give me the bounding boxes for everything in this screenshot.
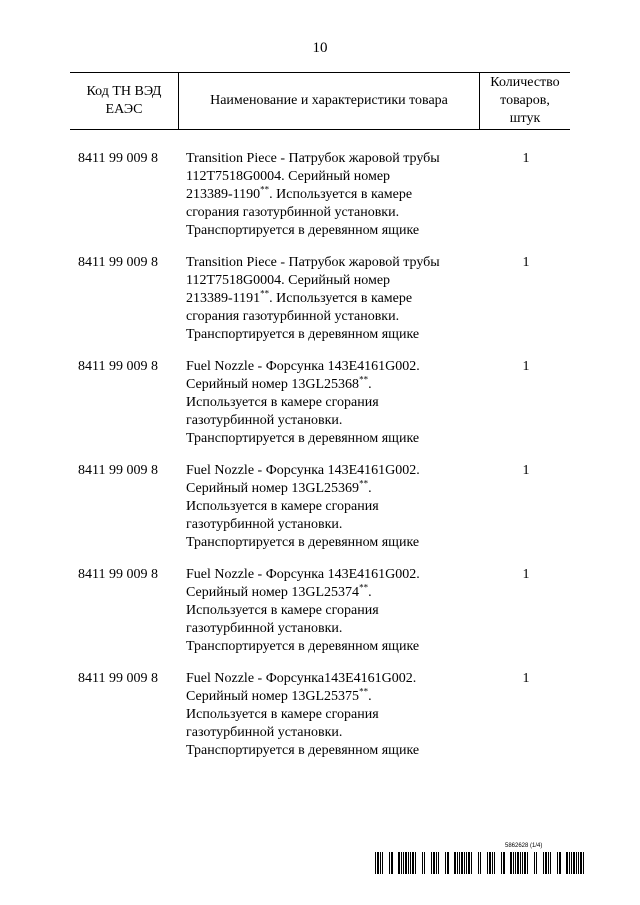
footnote-mark: **: [260, 184, 270, 195]
row-description: [186, 150, 471, 240]
barcode-label: 5862628 (1/4): [505, 843, 543, 849]
footnote-mark: **: [260, 288, 270, 299]
table-row: [78, 462, 558, 566]
table-header: [70, 72, 570, 130]
desc-line: Используется в камере сгорания: [186, 499, 379, 514]
table-row: [78, 566, 558, 670]
row-description: [186, 254, 471, 344]
desc-line: газотурбинной установки.: [186, 621, 343, 636]
desc-line: Fuel Nozzle - Форсунка 143E4161G002.: [186, 463, 420, 478]
footnote-mark: **: [359, 582, 369, 593]
header-name-column: Наименование и характеристики товара: [179, 73, 480, 129]
footnote-mark: **: [359, 478, 369, 489]
desc-line: Транспортируется в деревянном ящике: [186, 327, 420, 342]
desc-line: сгорания газотурбинной установки.: [186, 309, 400, 324]
desc-line: Серийный номер 13GL25374**.: [186, 582, 372, 600]
desc-line: газотурбинной установки.: [186, 517, 343, 532]
table-row: [78, 150, 558, 254]
header-code-column: [70, 73, 179, 129]
row-code: 8411 99 009 8: [78, 359, 158, 374]
table-row: [78, 670, 558, 774]
row-quantity: 1: [522, 359, 530, 374]
desc-line: Используется в камере сгорания: [186, 603, 379, 618]
desc-line: 112T7518G0004. Серийный номер: [186, 273, 391, 288]
desc-line: Транспортируется в деревянном ящике: [186, 223, 420, 238]
row-code: 8411 99 009 8: [78, 151, 158, 166]
footnote-mark: **: [359, 686, 369, 697]
table-body: [78, 150, 558, 774]
desc-line: Используется в камере сгорания: [186, 707, 379, 722]
desc-line: 213389-1191**. Используется в камере: [186, 288, 413, 306]
desc-line: Серийный номер 13GL25369**.: [186, 478, 372, 496]
header-qty-line-2: товаров,: [500, 93, 550, 108]
row-quantity: 1: [522, 151, 530, 166]
page-number: 10: [312, 40, 328, 56]
desc-line: Transition Piece - Патрубок жаровой трубы: [186, 151, 440, 166]
desc-line: сгорания газотурбинной установки.: [186, 205, 400, 220]
row-code: 8411 99 009 8: [78, 255, 158, 270]
row-quantity: 1: [522, 255, 530, 270]
header-code-line-2: ЕАЭС: [105, 102, 143, 117]
desc-line: Транспортируется в деревянном ящике: [186, 743, 420, 758]
desc-line: Transition Piece - Патрубок жаровой трубы: [186, 255, 440, 270]
header-code-line-1: Код ТН ВЭД: [86, 84, 162, 99]
barcode-icon: [375, 852, 587, 874]
desc-line: Транспортируется в деревянном ящике: [186, 431, 420, 446]
desc-line: Транспортируется в деревянном ящике: [186, 639, 420, 654]
desc-line: Fuel Nozzle - Форсунка 143E4161G002.: [186, 567, 420, 582]
row-description: [186, 566, 471, 656]
row-description: [186, 462, 471, 552]
row-code: 8411 99 009 8: [78, 671, 158, 686]
footnote-mark: **: [359, 374, 369, 385]
desc-line: газотурбинной установки.: [186, 413, 343, 428]
desc-line: Fuel Nozzle - Форсунка 143E4161G002.: [186, 359, 420, 374]
desc-line: Серийный номер 13GL25375**.: [186, 686, 372, 704]
table-row: [78, 358, 558, 462]
row-quantity: 1: [522, 463, 530, 478]
desc-line: Транспортируется в деревянном ящике: [186, 535, 420, 550]
desc-line: Используется в камере сгорания: [186, 395, 379, 410]
desc-line: Серийный номер 13GL25368**.: [186, 374, 372, 392]
row-code: 8411 99 009 8: [78, 463, 158, 478]
row-code: 8411 99 009 8: [78, 567, 158, 582]
table-row: [78, 254, 558, 358]
row-description: [186, 670, 471, 760]
header-qty-line-3: штук: [509, 111, 541, 126]
desc-line: газотурбинной установки.: [186, 725, 343, 740]
desc-line: 112T7518G0004. Серийный номер: [186, 169, 391, 184]
desc-line: 213389-1190**. Используется в камере: [186, 184, 413, 202]
row-description: [186, 358, 471, 448]
row-quantity: 1: [522, 671, 530, 686]
row-quantity: 1: [522, 567, 530, 582]
desc-line: Fuel Nozzle - Форсунка143E4161G002.: [186, 671, 417, 686]
header-qty-column: [480, 73, 570, 129]
header-qty-line-1: Количество: [490, 75, 560, 90]
